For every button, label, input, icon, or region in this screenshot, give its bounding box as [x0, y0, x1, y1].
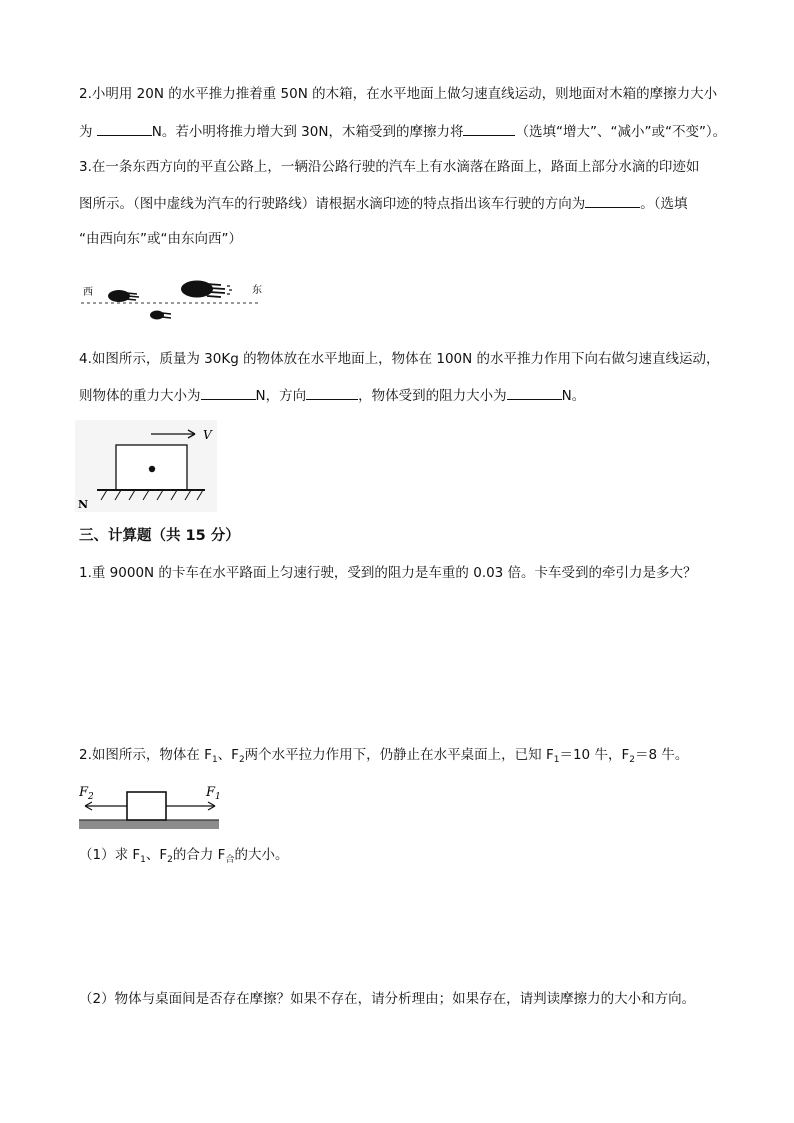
part1-sub3: 合	[225, 855, 235, 865]
calc-q1-text: 1.重 9000N 的卡车在水平路面上匀速行驶，受到的阻力是车重的 0.03 倍。卡车受到的牵引力是多大？	[79, 565, 697, 581]
q3-line2	[79, 193, 688, 214]
calc-q2-text	[79, 745, 688, 765]
calc-q2-text-a: 2.如图所示，物体在 F	[79, 747, 212, 763]
q4-blank-1	[201, 385, 256, 400]
q2-line1: 2.小明用 20N 的水平推力推着重 50N 的木箱，在水平地面上做匀速直线运动，则地面对木箱的摩擦力大小	[79, 86, 718, 102]
q4-line2	[79, 385, 585, 406]
calc-q2-text-b: 、F	[217, 747, 239, 763]
calc-q2-text-c: 两个水平拉力作用下，仍静止在水平桌面上，已知 F	[244, 747, 554, 763]
box-push-figure	[75, 420, 217, 512]
q2-blank-1	[97, 121, 152, 136]
q4-text-b: N，方向	[255, 388, 307, 404]
part1-text-c: 的合力 F	[172, 847, 226, 863]
water-drop-2	[181, 281, 232, 298]
calc-q2-text-d: ＝10 牛，F	[559, 747, 630, 763]
q4-text-d: N。	[561, 388, 586, 404]
q2-blank-2	[463, 121, 515, 136]
water-drop-3	[150, 311, 171, 320]
q4-line1: 4.如图所示，质量为 30Kg 的物体放在水平地面上，物体在 100N 的水平推力作用下向右做匀速直线运动，	[79, 351, 720, 367]
q4-text-a: 则物体的重力大小为	[79, 388, 201, 404]
q3-line1: 3.在一条东西方向的平直公路上，一辆沿公路行驶的汽车上有水滴落在路面上，路面上部分水滴的印迹如	[79, 159, 700, 175]
center-of-mass-dot	[149, 466, 155, 472]
f1-label: $F_1$	[206, 785, 221, 802]
calc-q2-sub1: 1	[211, 755, 218, 765]
part1-text-d: 的大小。	[234, 847, 289, 863]
q4-blank-3	[507, 385, 562, 400]
two-force-figure	[79, 780, 221, 832]
q3-line3: “由西向东”或“由东向西”）	[79, 231, 242, 247]
west-label: 西	[83, 287, 93, 298]
q2-line2	[79, 121, 726, 142]
part1-sub2: 2	[167, 855, 173, 865]
calc-q2-sub2: 2	[238, 755, 245, 765]
calc-q2-text-e: ＝8 牛。	[634, 747, 689, 763]
corner-label: N	[78, 498, 89, 511]
section-title: 三、计算题（共 15 分）	[79, 528, 240, 544]
part1-text-b: 、F	[145, 847, 168, 863]
calc-q2-part2: （2）物体与桌面间是否存在摩擦？如果不存在，请分析理由；如果存在，请判读摩擦力的大小和方向。	[79, 991, 696, 1007]
east-label: 东	[252, 285, 262, 296]
q3-text-a: 图所示。（图中虚线为汽车的行驶路线）请根据水滴印迹的特点指出该车行驶的方向为	[79, 196, 586, 212]
water-drop-1	[108, 290, 139, 302]
q2-text-c: （选填“增大”、“减小”或“不变”）。	[515, 124, 727, 140]
q2-text-a: 为	[79, 124, 97, 140]
part1-text-a: （1）求 F	[79, 847, 141, 863]
q3-blank	[585, 193, 640, 208]
q4-text-c: ，物体受到的阻力大小为	[358, 388, 507, 404]
q2-text-b: N。若小明将推力增大到 30N，木箱受到的摩擦力将	[151, 124, 464, 140]
calc-q2-sub3: 1	[553, 755, 560, 765]
water-drop-figure	[79, 274, 269, 326]
calc-q2-part1	[79, 845, 288, 865]
part1-sub1: 1	[140, 855, 146, 865]
q4-blank-2	[306, 385, 358, 400]
q3-text-b: 。（选填	[640, 196, 688, 212]
tabletop	[79, 820, 219, 829]
block-object	[127, 792, 166, 820]
velocity-label: V	[203, 428, 212, 442]
f2-label: $F_2$	[79, 785, 94, 802]
calc-q2-sub4: 2	[629, 755, 635, 765]
